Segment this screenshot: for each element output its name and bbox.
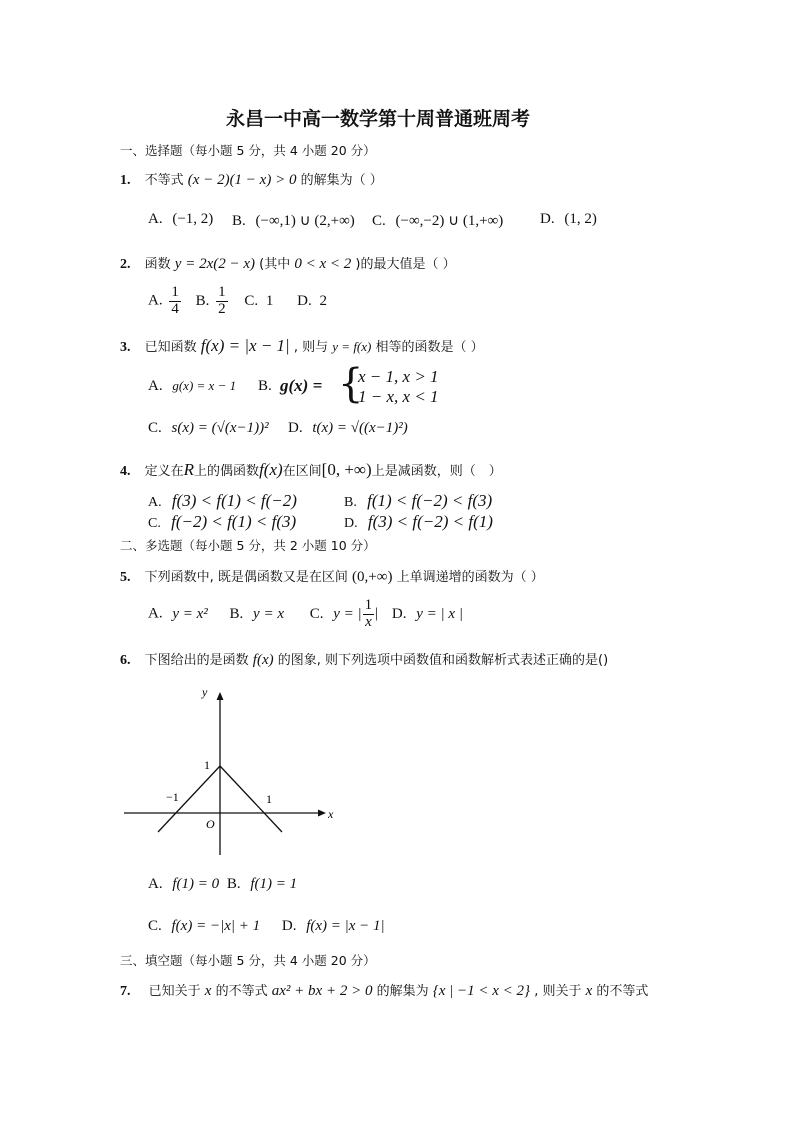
fraction-numerator: 1 xyxy=(171,284,179,300)
q5-option-c-fraction xyxy=(363,598,375,631)
option-value: t(x) = √((x−1)²) xyxy=(312,420,408,436)
option-label: C. xyxy=(148,420,162,436)
question-text: , 则关于 xyxy=(534,984,582,999)
option-value: (−∞,1) ∪ (2,+∞) xyxy=(255,213,355,229)
function-graph xyxy=(120,680,350,860)
origin-label: O xyxy=(206,817,215,831)
math-expression: y = 2x(2 − x) xyxy=(174,256,256,272)
option-value: f(1) = 0 xyxy=(172,876,220,892)
x-axis-label: x xyxy=(328,807,334,821)
option-value: f(3) < f(1) < f(−2) xyxy=(171,491,297,510)
q3-option-c xyxy=(148,420,269,437)
fraction-denominator: 2 xyxy=(218,300,226,317)
math-expression: ax² + bx + 2 > 0 xyxy=(271,983,373,999)
math-expression: f(x) xyxy=(259,460,283,479)
piecewise-brace: { xyxy=(338,361,364,407)
option-label: B. xyxy=(344,495,357,510)
option-value: f(3) < f(−2) < f(1) xyxy=(367,512,493,531)
question-number: 6. xyxy=(120,653,131,668)
question-5 xyxy=(120,566,544,586)
option-value: 2 xyxy=(319,292,327,309)
question-7 xyxy=(120,980,648,1000)
math-expression: f(x) xyxy=(252,652,274,668)
math-expression: (x − 2)(1 − x) > 0 xyxy=(187,172,297,188)
option-value: f(−2) < f(1) < f(3) xyxy=(171,512,297,531)
question-text: (其中 xyxy=(259,257,291,272)
option-value: y = x xyxy=(253,605,284,622)
option-value: f(1) = 1 xyxy=(250,876,298,892)
question-number: 1. xyxy=(120,173,131,188)
q3-option-a xyxy=(148,378,236,395)
option-label: A. xyxy=(148,378,163,394)
q4-option-a xyxy=(148,491,297,511)
option-value: (−1, 2) xyxy=(172,211,214,227)
y-intercept-label: 1 xyxy=(204,758,210,772)
question-number: 7. xyxy=(120,984,131,999)
question-text: 的图象, 则下列选项中函数值和函数解析式表述正确的是() xyxy=(277,653,609,668)
q3-option-b-lhs: g(x) = xyxy=(280,376,323,395)
question-text: 上是减函数，则（ ） xyxy=(371,464,502,479)
section-heading-choice: 一、选择题（每小题 5 分，共 4 小题 20 分） xyxy=(120,143,376,158)
q1-option-c xyxy=(372,211,503,230)
math-expression: (0,+∞) xyxy=(352,569,393,585)
q3-option-b-label: B. xyxy=(258,378,272,394)
fraction-numerator: 1 xyxy=(364,597,373,613)
option-label: D. xyxy=(344,516,358,531)
question-3 xyxy=(120,336,484,356)
option-label: D. xyxy=(288,420,303,436)
math-expression: f(x) = |x − 1| xyxy=(200,336,290,355)
q1-option-d xyxy=(540,211,597,228)
option-label: D. xyxy=(540,211,555,227)
piecewise-case-1: x − 1, x > 1 xyxy=(358,367,439,386)
piecewise-case-2: 1 − x, x < 1 xyxy=(358,387,439,406)
question-text: 的解集为（ ） xyxy=(300,173,383,188)
question-number: 2. xyxy=(120,257,131,272)
q2-option-a-fraction xyxy=(169,285,181,318)
option-label: C. xyxy=(309,605,324,622)
option-label: C. xyxy=(244,292,259,309)
q6-options-cd xyxy=(148,918,385,935)
option-value: y = x² xyxy=(172,605,208,622)
option-value: | xyxy=(375,605,379,622)
question-6 xyxy=(120,649,608,669)
question-text: 相等的函数是（ ） xyxy=(375,340,484,355)
math-expression: y = f(x) xyxy=(332,339,372,354)
option-value: g(x) = x − 1 xyxy=(172,378,237,393)
option-label: A. xyxy=(148,292,163,309)
q4-option-c xyxy=(148,512,296,532)
math-symbol: x xyxy=(204,983,212,999)
option-label: A. xyxy=(148,495,162,510)
option-value: f(1) < f(−2) < f(3) xyxy=(367,491,493,510)
question-text: , 则与 xyxy=(293,340,329,355)
question-text: 下列函数中, 既是偶函数又是在区间 xyxy=(144,570,348,585)
question-1 xyxy=(120,169,383,189)
fraction-denominator: 4 xyxy=(171,300,179,317)
option-label: C. xyxy=(148,516,161,531)
q6-options-ab xyxy=(148,876,297,893)
option-label: A. xyxy=(148,876,163,892)
q1-option-a xyxy=(148,211,213,228)
q4-option-b xyxy=(344,491,492,511)
q2-option-b-fraction xyxy=(216,285,228,318)
question-number: 5. xyxy=(120,570,131,585)
option-value: f(x) = |x − 1| xyxy=(306,918,385,934)
option-label: B. xyxy=(195,292,210,309)
question-text: 的解集为 xyxy=(376,984,429,999)
option-value: 1 xyxy=(265,292,274,309)
y-axis-label: y xyxy=(202,685,208,699)
option-label: B. xyxy=(226,876,241,892)
option-label: A. xyxy=(148,211,163,227)
section-heading-multi: 二、多选题（每小题 5 分，共 2 小题 10 分） xyxy=(120,538,376,553)
math-expression: 0 < x < 2 xyxy=(294,256,352,272)
option-label: D. xyxy=(281,918,297,934)
question-text: 在区间 xyxy=(282,464,322,479)
q1-option-b xyxy=(232,211,355,230)
question-number: 4. xyxy=(120,464,131,479)
math-symbol: R xyxy=(183,460,195,479)
question-text: 下图给出的是函数 xyxy=(144,653,249,668)
question-4 xyxy=(120,460,502,480)
question-text: )的最大值是（ ） xyxy=(355,257,456,272)
section-heading-fill: 三、填空题（每小题 5 分，共 4 小题 20 分） xyxy=(120,953,376,968)
question-text: 不等式 xyxy=(144,173,184,188)
option-label: B. xyxy=(229,605,244,622)
option-label: D. xyxy=(297,292,312,309)
y-axis-arrow xyxy=(217,692,224,700)
question-text: 的不等式 xyxy=(596,984,649,999)
option-label: B. xyxy=(232,213,246,229)
x-axis-arrow xyxy=(318,810,326,817)
q5-options xyxy=(148,598,463,631)
question-2 xyxy=(120,253,456,273)
option-value: (1, 2) xyxy=(564,211,597,227)
question-text: 已知关于 xyxy=(148,984,201,999)
option-label: C. xyxy=(372,213,386,229)
question-text: 函数 xyxy=(144,257,171,272)
math-expression: {x | −1 < x < 2} xyxy=(432,983,531,999)
fraction-numerator: 1 xyxy=(218,284,226,300)
math-expression: [0, +∞) xyxy=(321,460,372,479)
question-text: 已知函数 xyxy=(144,340,197,355)
question-text: 上单调递增的函数为（ ） xyxy=(396,570,544,585)
option-label: D. xyxy=(391,605,407,622)
math-symbol: x xyxy=(585,983,593,999)
q2-options xyxy=(148,285,327,318)
option-value: y = | xyxy=(333,605,362,622)
fraction-denominator: x xyxy=(365,613,372,630)
option-value: y = | x | xyxy=(416,605,463,622)
option-value: f(x) = −|x| + 1 xyxy=(171,918,261,934)
q4-option-d xyxy=(344,512,493,532)
option-value: s(x) = (√(x−1))² xyxy=(171,420,269,436)
exam-title: 永昌一中高一数学第十周普通班周考 xyxy=(226,108,531,130)
question-text: 上的偶函数 xyxy=(194,464,260,479)
option-label: A. xyxy=(148,605,163,622)
option-label: C. xyxy=(148,918,162,934)
question-text: 的不等式 xyxy=(215,984,268,999)
question-number: 3. xyxy=(120,340,131,355)
question-text: 定义在 xyxy=(144,464,184,479)
option-value: (−∞,−2) ∪ (1,+∞) xyxy=(395,213,504,229)
pos-one-label: 1 xyxy=(266,792,272,806)
q3-option-d xyxy=(288,420,408,437)
neg-one-label: −1 xyxy=(166,790,179,804)
